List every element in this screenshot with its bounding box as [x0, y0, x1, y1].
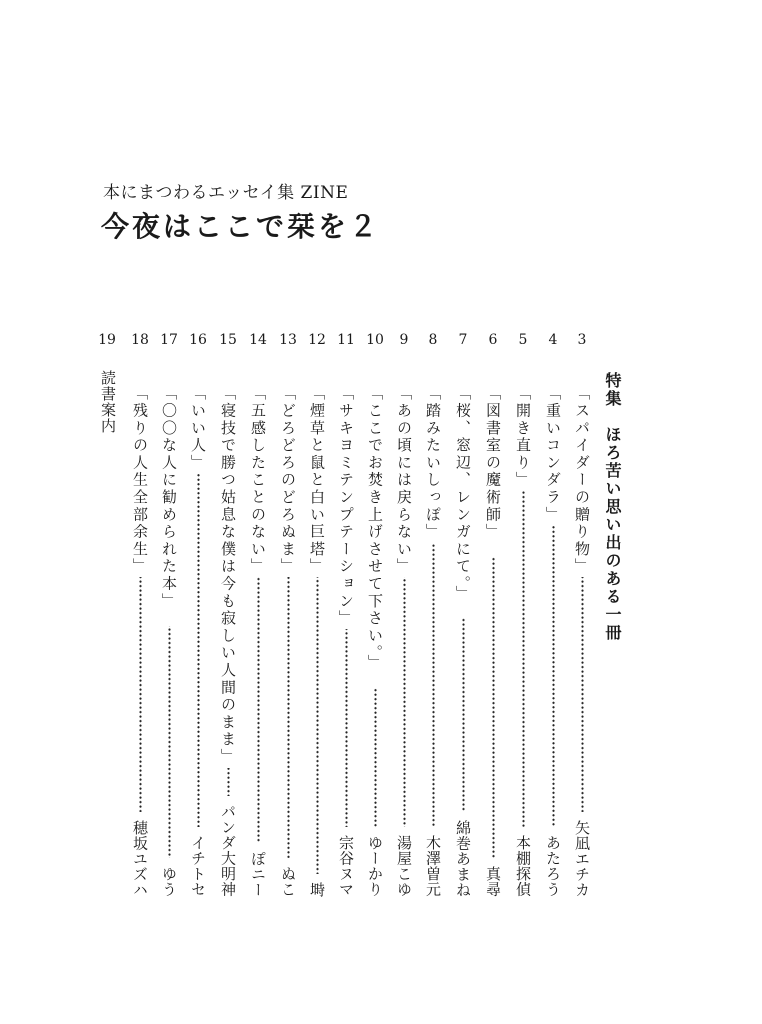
dot-leader	[522, 491, 525, 827]
toc-entry[interactable]	[188, 385, 208, 897]
dot-leader	[287, 577, 290, 858]
toc-entry[interactable]	[130, 385, 150, 897]
dot-leader	[492, 557, 495, 858]
feature-label: 特集	[603, 372, 622, 408]
page-number: 8	[428, 332, 438, 348]
entry-title: 「踏みたいしっぽ」	[424, 385, 442, 541]
page-number: 5	[518, 332, 528, 348]
dot-leader	[462, 618, 465, 811]
zine-subtitle: 本にまつわるエッセイ集 ZINE	[103, 183, 349, 203]
page-number: 17	[160, 332, 178, 348]
reading-guide-label[interactable]: 読書案内	[99, 370, 117, 434]
entry-title: 「桜、窓辺、レンガにて。」	[454, 385, 472, 603]
zine-title: 今夜はここで栞を２	[101, 210, 381, 243]
feature-theme: ほろ苦い思い出のある一冊	[603, 426, 622, 642]
toc-entry[interactable]	[218, 385, 238, 897]
dot-leader	[374, 688, 377, 827]
page-number: 12	[308, 332, 326, 348]
toc-entry[interactable]	[336, 385, 356, 897]
entry-author: 矢凪エチカ	[573, 819, 591, 897]
page-number-reading-guide: 19	[98, 332, 116, 348]
dot-leader	[552, 525, 555, 827]
entry-title: 「煙草と鼠と白い巨塔」	[308, 385, 326, 576]
entry-title: 「どろどろのどろぬま」	[279, 385, 297, 576]
entry-title: 「ここでお焚き上げさせて下さい。」	[366, 385, 384, 672]
dot-leader	[316, 577, 319, 873]
toc-entry[interactable]	[365, 385, 385, 897]
page-number: 16	[189, 332, 207, 348]
page-number: 7	[458, 332, 468, 348]
entry-author: パンダ大明神	[219, 804, 237, 897]
entry-author: 宗谷ヌマ	[337, 835, 355, 897]
page-number: 10	[366, 332, 384, 348]
toc-entry[interactable]	[248, 385, 268, 897]
page-number: 15	[219, 332, 237, 348]
toc-entry[interactable]	[513, 385, 533, 897]
entry-title: 「図書室の魔術師」	[484, 385, 502, 541]
entry-title: 「開き直り」	[514, 385, 532, 489]
entry-title: 「〇〇な人に勧められた本」	[160, 385, 178, 610]
dot-leader	[345, 629, 348, 827]
entry-title: 「五感したことのない」	[249, 385, 267, 576]
page-number: 13	[279, 332, 297, 348]
entry-author: イチトセ	[189, 835, 207, 897]
toc-entry[interactable]	[423, 385, 443, 897]
entry-author: 穂坂ユズハ	[131, 819, 149, 897]
page-number: 4	[548, 332, 558, 348]
toc-entry[interactable]	[307, 385, 327, 897]
dot-leader	[168, 626, 171, 858]
dot-leader	[139, 577, 142, 811]
entry-title: 「いい人」	[189, 385, 207, 472]
entry-author: あたろう	[544, 835, 562, 897]
toc-entry[interactable]	[572, 385, 592, 897]
entry-title: 「寝技で勝つ姑息な僕は今も寂しい人間のまま」	[219, 385, 237, 766]
entry-author: 真尋	[484, 866, 502, 897]
dot-leader	[257, 577, 260, 842]
toc-entry[interactable]	[159, 385, 179, 897]
toc-entry[interactable]	[543, 385, 563, 897]
entry-author: 湯屋こゆ	[395, 835, 413, 897]
page-number: 9	[399, 332, 409, 348]
entry-author: ゆーかり	[366, 835, 384, 897]
dot-leader	[432, 543, 435, 827]
entry-title: 「残りの人生全部余生」	[131, 385, 149, 576]
entry-author: 塒	[308, 881, 326, 897]
entry-author: ぽニー	[249, 850, 267, 897]
entry-author: 木澤曽元	[424, 835, 442, 897]
page-number: 14	[249, 332, 267, 348]
entry-title: 「あの頃には戻らない」	[395, 385, 413, 576]
entry-title: 「重いコンダラ」	[544, 385, 562, 524]
toc-entry[interactable]	[483, 385, 503, 897]
dot-leader	[227, 768, 230, 796]
page-number: 11	[337, 332, 355, 348]
entry-title: 「サキヨミテンプテーション」	[337, 385, 355, 628]
entry-author: ゆう	[160, 866, 178, 897]
toc-entry[interactable]	[278, 385, 298, 897]
entry-author: 綿巻あまね	[454, 819, 472, 897]
toc-entry[interactable]	[453, 385, 473, 897]
page-number: 6	[488, 332, 498, 348]
page-number: 3	[577, 332, 587, 348]
entry-title: 「スパイダーの贈り物」	[573, 385, 591, 576]
toc-entry[interactable]	[394, 385, 414, 897]
feature-heading	[602, 372, 622, 642]
dot-leader	[197, 474, 200, 828]
dot-leader	[403, 577, 406, 827]
entry-author: 本棚探偵	[514, 835, 532, 897]
page-number: 18	[131, 332, 149, 348]
dot-leader	[581, 577, 584, 811]
entry-author: ぬこ	[279, 866, 297, 897]
